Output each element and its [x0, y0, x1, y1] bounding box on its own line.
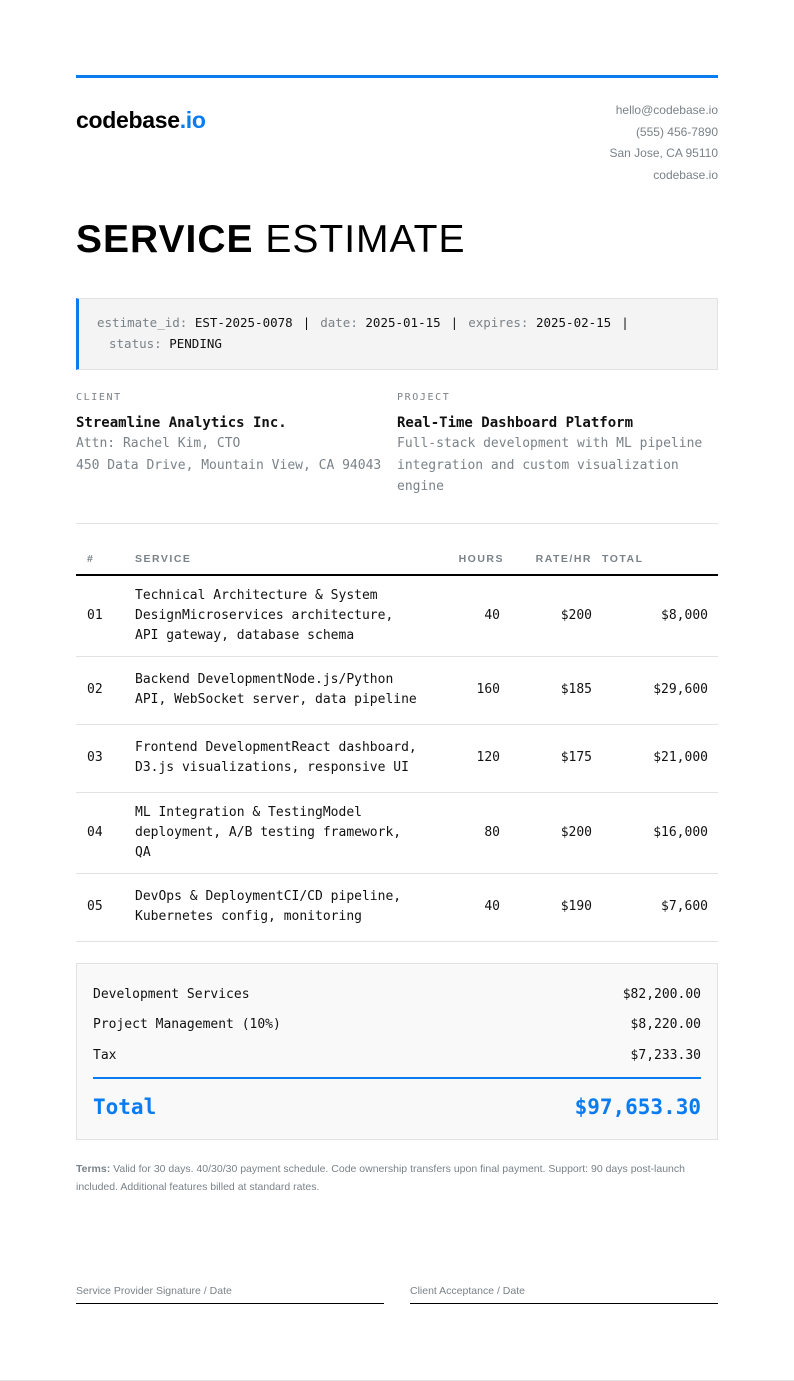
summary-line [93, 986, 701, 1004]
parties-section [76, 392, 718, 524]
expires-label: expires: [468, 315, 529, 330]
table-row [76, 792, 718, 873]
contact-block [609, 100, 718, 186]
row-index: 04 [76, 792, 135, 873]
summary-value: $82,200.00 [622, 986, 701, 1002]
row-hours: 40 [420, 873, 512, 941]
summary-value: $8,220.00 [630, 1017, 701, 1032]
row-service: ML Integration & TestingModel deployment, A/B testing framework, QA [135, 792, 420, 873]
logo [76, 107, 206, 186]
row-rate: $185 [512, 656, 602, 724]
client-address: 450 Data Drive, Mountain View, CA 94043 [76, 457, 382, 473]
summary-label: Development Services [93, 986, 250, 1002]
terms-body: Valid for 30 days. 40/30/30 payment schedule. Code ownership transfers upon final payment. Support: 90 days post-launch included. Additional features billed at standard rates. [76, 1163, 685, 1193]
terms-text [76, 1160, 718, 1196]
row-index: 01 [76, 575, 135, 657]
grand-total [93, 1095, 701, 1119]
status-badge: PENDING [169, 336, 222, 351]
summary-label: Tax [93, 1047, 117, 1063]
project-label: PROJECT [397, 392, 451, 403]
meta-separator: | [302, 315, 311, 330]
row-rate: $190 [512, 873, 602, 941]
row-hours: 160 [420, 656, 512, 724]
expires-value: 2025-02-15 [535, 315, 612, 330]
row-total: $21,000 [602, 724, 718, 792]
total-label: Total [93, 1095, 157, 1119]
summary-label: Project Management (10%) [93, 1017, 281, 1032]
logo-name: codebase [76, 107, 180, 133]
row-service: Frontend DevelopmentReact dashboard, D3.js visualizations, responsive UI [135, 724, 420, 792]
page-title [76, 220, 718, 259]
table-row [76, 656, 718, 724]
date-label: date: [320, 315, 358, 330]
contact-location: San Jose, CA 95110 [609, 146, 718, 160]
provider-signature-line[interactable]: Service Provider Signature / Date [76, 1285, 384, 1304]
row-total: $7,600 [602, 873, 718, 941]
title-light: ESTIMATE [265, 218, 466, 261]
summary-box [76, 963, 718, 1141]
estimate-id-label: estimate_id: [97, 315, 188, 330]
contact-email[interactable]: hello@codebase.io [615, 103, 718, 117]
summary-line [93, 1016, 701, 1034]
header [76, 103, 718, 186]
logo-tld: .io [179, 107, 206, 133]
col-header-service: SERVICE [135, 553, 420, 575]
client-label: CLIENT [76, 392, 122, 403]
table-row [76, 575, 718, 657]
total-value: $97,653.30 [574, 1095, 701, 1119]
row-rate: $200 [512, 575, 602, 657]
services-table [76, 553, 718, 942]
status-label: status: [109, 336, 162, 351]
row-rate: $175 [512, 724, 602, 792]
row-index: 03 [76, 724, 135, 792]
row-hours: 80 [420, 792, 512, 873]
client-name: Streamline Analytics Inc. [76, 415, 287, 431]
summary-line [93, 1047, 701, 1065]
estimate-document [76, 75, 718, 1297]
col-header-hours: HOURS [420, 553, 512, 575]
signature-section [76, 1285, 718, 1304]
date-value: 2025-01-15 [365, 315, 441, 330]
title-bold: SERVICE [76, 218, 254, 261]
client-signature-line[interactable]: Client Acceptance / Date [410, 1285, 718, 1304]
terms-label: Terms: [76, 1163, 111, 1175]
summary-value: $7,233.30 [630, 1047, 701, 1063]
project-description: Full-stack development with ML pipeline integration and custom visualization engine [397, 436, 703, 494]
project-block [397, 392, 718, 498]
meta-separator: | [621, 315, 629, 330]
meta-separator: | [450, 315, 459, 330]
row-index: 05 [76, 873, 135, 941]
estimate-id-value: EST-2025-0078 [194, 315, 293, 330]
col-header-total: TOTAL [602, 553, 718, 575]
row-hours: 120 [420, 724, 512, 792]
estimate-meta-box [76, 298, 718, 370]
row-total: $8,000 [602, 575, 718, 657]
col-header-rate: RATE/HR [512, 553, 602, 575]
row-total: $29,600 [602, 656, 718, 724]
contact-phone: (555) 456-7890 [635, 124, 718, 139]
row-service: Technical Architecture & System DesignMicroservices architecture, API gateway, database schema [135, 575, 420, 657]
contact-website[interactable]: codebase.io [653, 167, 718, 182]
client-block [76, 392, 397, 498]
table-row [76, 724, 718, 792]
row-total: $16,000 [602, 792, 718, 873]
table-header-row [76, 553, 718, 575]
row-service: Backend DevelopmentNode.js/Python API, WebSocket server, data pipeline [135, 656, 420, 724]
row-hours: 40 [420, 575, 512, 657]
row-rate: $200 [512, 792, 602, 873]
client-attn: Attn: Rachel Kim, CTO [76, 436, 241, 451]
project-name: Real-Time Dashboard Platform [397, 415, 634, 431]
row-index: 02 [76, 656, 135, 724]
top-accent-rule [76, 75, 718, 78]
row-service: DevOps & DeploymentCI/CD pipeline, Kubernetes config, monitoring [135, 873, 420, 941]
summary-divider [93, 1077, 701, 1079]
table-row [76, 873, 718, 941]
col-header-index: # [76, 553, 135, 575]
